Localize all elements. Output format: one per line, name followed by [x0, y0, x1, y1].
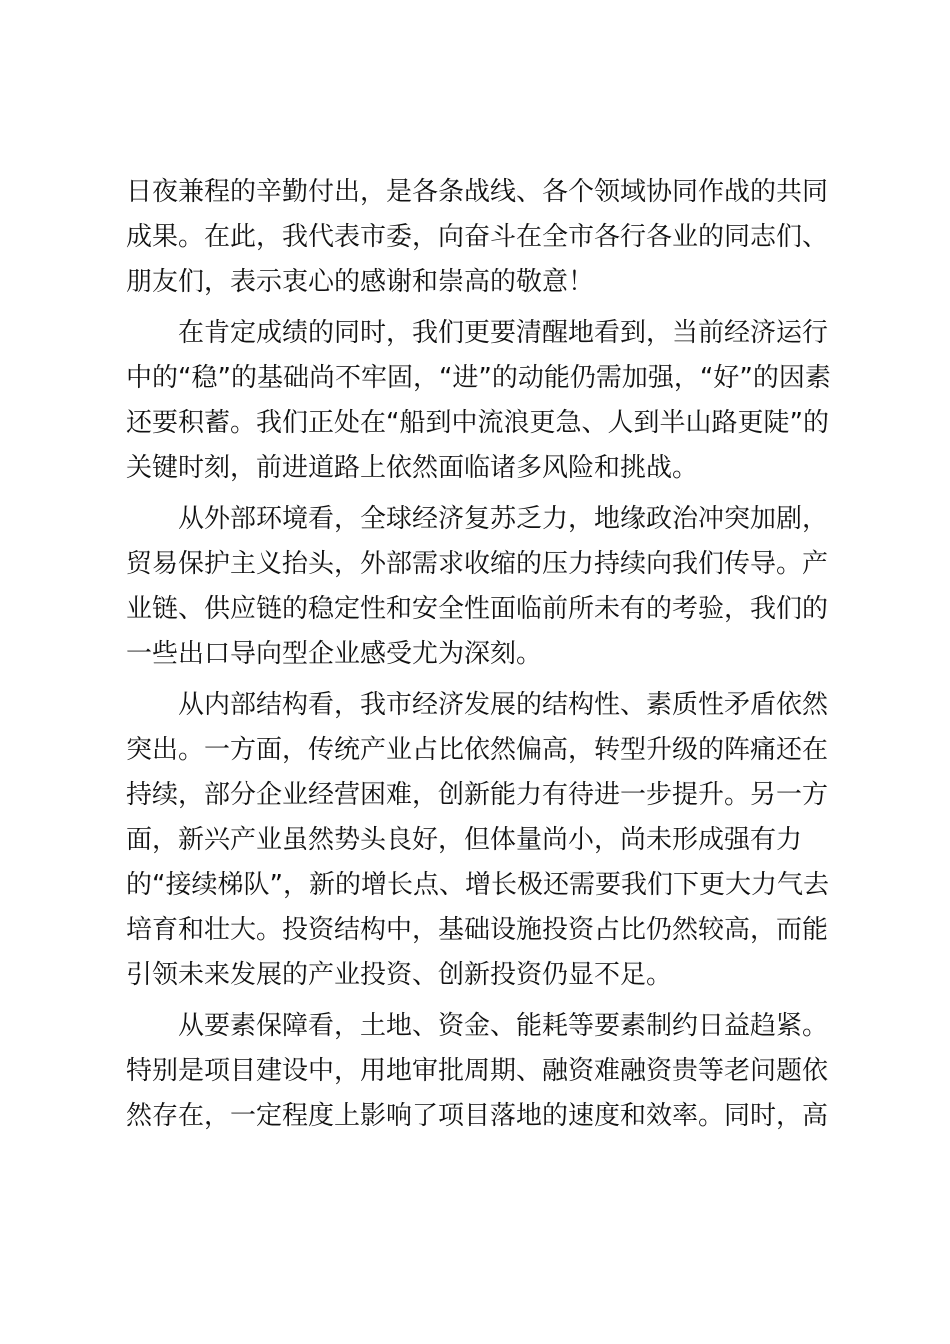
paragraph	[126, 170, 829, 305]
text-line: 的“接续梯队”，新的增长点、增长极还需要我们下更大力气去	[126, 870, 829, 900]
text-line: 突出。一方面，传统产业占比依然偏高，转型升级的阵痛还在	[126, 735, 829, 765]
text-line: 日夜兼程的辛勤付出，是各条战线、各个领域协同作战的共同	[126, 177, 829, 207]
paragraph	[126, 497, 829, 677]
text-line: 成果。在此，我代表市委，向奋斗在全市各行各业的同志们、	[126, 222, 829, 252]
text-line: 贸易保护主义抬头，外部需求收缩的压力持续向我们传导。产	[126, 549, 829, 579]
text-line: 持续，部分企业经营困难，创新能力有待进一步提升。另一方	[126, 780, 829, 810]
paragraph	[126, 1004, 829, 1139]
text-line: 从外部环境看，全球经济复苏乏力，地缘政治冲突加剧，	[178, 504, 829, 534]
text-line: 还要积蓄。我们正处在“船到中流浪更急、人到半山路更陡”的	[126, 408, 829, 438]
text-line: 关键时刻，前进道路上依然面临诸多风险和挑战。	[126, 453, 699, 483]
text-line: 然存在，一定程度上影响了项目落地的速度和效率。同时，高	[126, 1101, 829, 1131]
text-line: 在肯定成绩的同时，我们更要清醒地看到，当前经济运行	[178, 318, 829, 348]
text-line: 从要素保障看，土地、资金、能耗等要素制约日益趋紧。	[178, 1011, 829, 1041]
text-line: 中的“稳”的基础尚不牢固，“进”的动能仍需加强，“好”的因素	[126, 363, 831, 393]
text-line: 面，新兴产业虽然势头良好，但体量尚小，尚未形成强有力	[126, 825, 803, 855]
text-line: 培育和壮大。投资结构中，基础设施投资占比仍然较高，而能	[126, 915, 829, 945]
text-line: 引领未来发展的产业投资、创新投资仍显不足。	[126, 960, 673, 990]
text-line: 朋友们，表示衷心的感谢和崇高的敬意！	[126, 267, 595, 297]
text-line: 特别是项目建设中，用地审批周期、融资难融资贵等老问题依	[126, 1056, 829, 1086]
paragraph	[126, 311, 831, 491]
text-line: 从内部结构看，我市经济发展的结构性、素质性矛盾依然	[178, 690, 829, 720]
text-line: 一些出口导向型企业感受尤为深刻。	[126, 639, 543, 669]
text-line: 业链、供应链的稳定性和安全性面临前所未有的考验，我们的	[126, 594, 829, 624]
body-text	[126, 170, 831, 1139]
paragraph	[126, 683, 829, 998]
